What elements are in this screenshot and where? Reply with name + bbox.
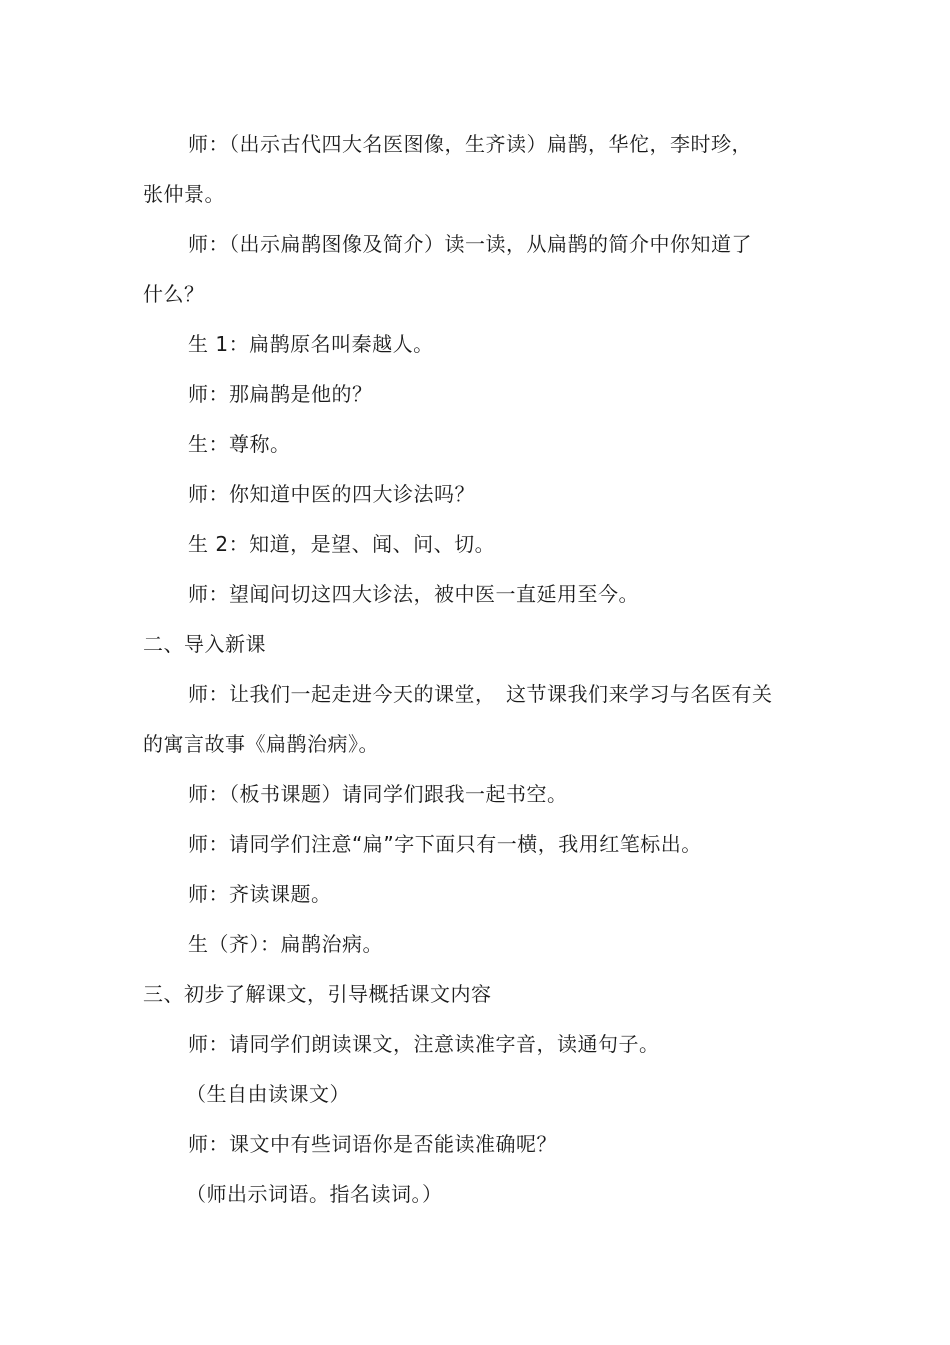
section-heading: 二、导入新课 [143,632,266,656]
dialogue-line: 的寓言故事《扁鹊治病》。 [143,732,379,756]
dialogue-line: 师：望闻问切这四大诊法，被中医一直延用至今。 [188,582,639,606]
stage-direction: （生自由读课文） [186,1082,350,1106]
dialogue-line: 师：课文中有些词语你是否能读准确呢？ [188,1132,557,1156]
dialogue-line: 师：请同学们朗读课文，注意读准字音，读通句子。 [188,1032,660,1056]
section-heading: 三、初步了解课文，引导概括课文内容 [143,982,492,1006]
dialogue-line: 师：（出示古代四大名医图像，生齐读）扁鹊，华佗，李时珍， [188,132,752,156]
dialogue-line: 师：（板书课题）请同学们跟我一起书空。 [188,782,568,806]
dialogue-line: 张仲景。 [143,182,225,206]
dialogue-line: 师：请同学们注意“扁”字下面只有一横，我用红笔标出。 [188,832,702,856]
dialogue-line: 生 1：扁鹊原名叫秦越人。 [188,332,434,356]
dialogue-line: 师：那扁鹊是他的？ [188,382,373,406]
dialogue-line: 师：你知道中医的四大诊法吗？ [188,482,475,506]
dialogue-line: 生（齐）：扁鹊治病。 [188,932,383,956]
dialogue-line: 师：齐读课题。 [188,882,332,906]
dialogue-line: 师：让我们一起走进今天的课堂， 这节课我们来学习与名医有关 [188,682,773,706]
dialogue-line: 什么？ [143,282,205,306]
dialogue-line: 师：（出示扁鹊图像及简介）读一读，从扁鹊的简介中你知道了 [188,232,752,256]
dialogue-line: 生 2：知道，是望、闻、问、切。 [188,532,496,556]
stage-direction: （师出示词语。指名读词。） [186,1182,443,1206]
dialogue-line: 生：尊称。 [188,432,291,456]
